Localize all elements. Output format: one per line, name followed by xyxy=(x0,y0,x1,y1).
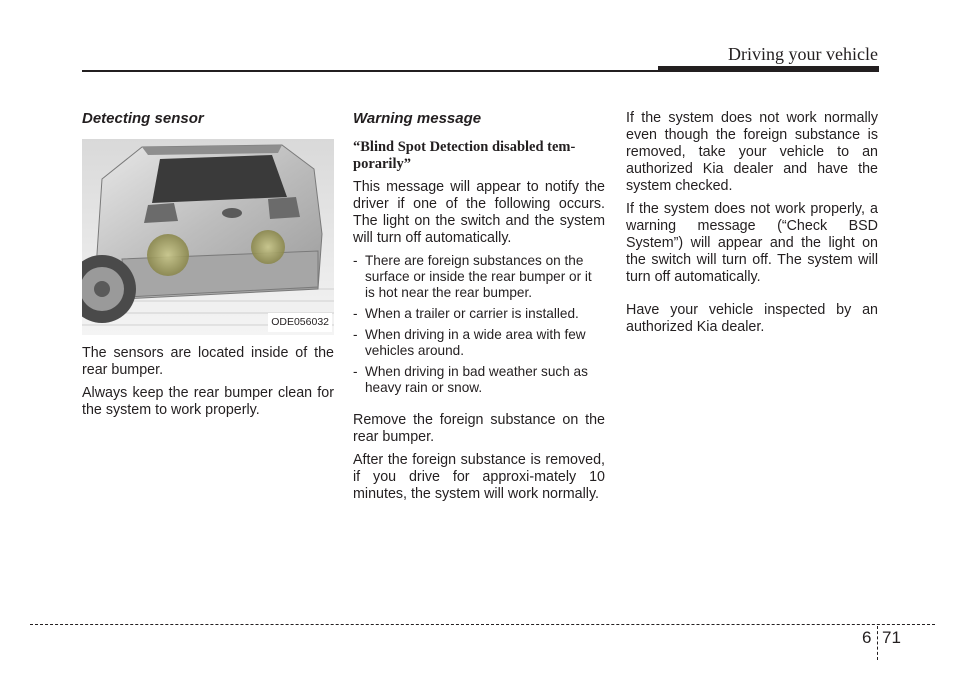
warning-message-title: “Blind Spot Detection disabled tem-porarily” xyxy=(353,139,576,172)
section-heading-warning-message: Warning message xyxy=(353,110,482,127)
paragraph: Always keep the rear bumper clean for the system to work properly. xyxy=(82,385,334,418)
paragraph: Remove the foreign substance on the rear bumper. xyxy=(353,412,605,445)
section-heading-detecting-sensor: Detecting sensor xyxy=(82,110,204,127)
page-header-title: Driving your vehicle xyxy=(728,44,878,64)
spacer xyxy=(626,292,878,302)
paragraph: The sensors are located inside of the rear bumper. xyxy=(82,345,334,378)
car-rear-illustration xyxy=(82,139,334,335)
paragraph: After the foreign substance is removed, if you drive for approxi-mately 10 minutes, the system will work normally. xyxy=(353,452,605,502)
paragraph: This message will appear to notify the driver if one of the following occurs. The light on the switch and the system will turn off automatically. xyxy=(353,179,605,246)
footer-rule xyxy=(30,624,935,625)
chapter-number: 6 xyxy=(862,628,872,647)
paragraph: Have your vehicle inspected by an authorized Kia dealer. xyxy=(626,302,878,335)
rear-bumper-sensor-illustration xyxy=(82,139,334,335)
middle-column xyxy=(353,110,605,509)
list-item: - When driving in bad weather such as heavy rain or snow. xyxy=(353,364,605,396)
list-item: - When a trailer or carrier is installed. xyxy=(353,306,605,322)
header-rule-accent xyxy=(658,66,879,71)
page-number: 71 xyxy=(882,628,901,647)
condition-list xyxy=(353,253,605,396)
figure-caption-code: ODE056032 xyxy=(268,313,332,332)
paragraph: If the system does not work normally even though the foreign substance is removed, take your vehicle to an authorized Kia dealer and have the system checked. xyxy=(626,110,878,194)
list-item: - When driving in a wide area with few vehicles around. xyxy=(353,327,605,359)
page-number-divider xyxy=(877,626,878,660)
right-column xyxy=(626,110,878,342)
paragraph: If the system does not work properly, a warning message (“Check BSD System”) will appear and the light on the switch will turn off. The system will turn off automatically. xyxy=(626,201,878,285)
left-column xyxy=(82,110,334,425)
list-item: - There are foreign substances on the surface or inside the rear bumper or it is hot near the rear bumper. xyxy=(353,253,605,301)
spacer xyxy=(353,402,605,412)
